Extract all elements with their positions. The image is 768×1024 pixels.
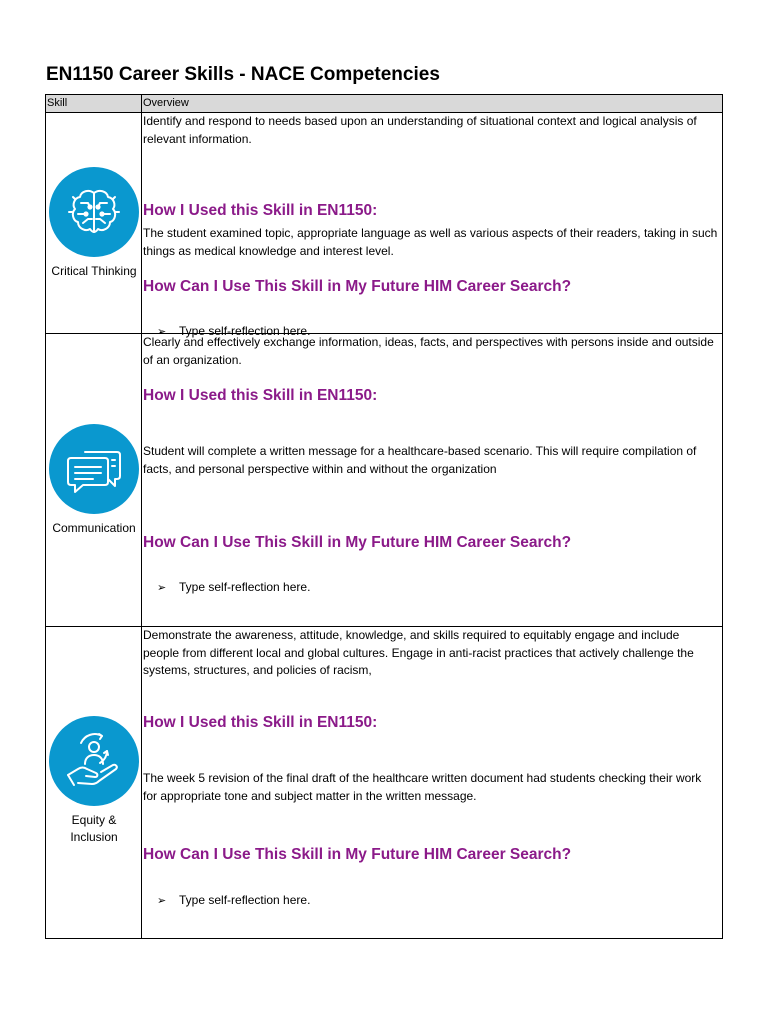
skill-overview: Demonstrate the awareness, attitude, knowledge, and skills required to equitably engage and include people from different local and global cultures. Engage in anti-racist practices that actively challenge the systems, structures, and policies of racism, (143, 628, 694, 677)
page-title: EN1150 Career Skills - NACE Competencies (46, 64, 440, 85)
competencies-table (45, 94, 723, 939)
future-heading: How Can I Use This Skill in My Future HIM Career Search? (143, 278, 572, 295)
skill-overview: Identify and respond to needs based upon an understanding of situational context and logical analysis of relevant information. (143, 114, 697, 146)
skill-icon-circle (49, 424, 139, 514)
table-row (46, 627, 723, 939)
arrow-bullet-icon: ➢ (157, 895, 167, 907)
skill-name-line2: Inclusion (70, 830, 118, 844)
skill-name (49, 812, 139, 846)
used-heading: How I Used this Skill in EN1150: (143, 714, 378, 731)
skill-icon-wrap (49, 716, 139, 846)
used-text: The week 5 revision of the final draft of the healthcare written document had students checking their work for appropriate tone and subject matter in the written message. (143, 771, 702, 803)
skill-name-line1: Equity & (71, 813, 117, 827)
skill-cell (46, 113, 142, 334)
future-heading: How Can I Use This Skill in My Future HIM Career Search? (143, 846, 572, 863)
table-header-row (46, 95, 723, 113)
header-overview: Overview (142, 95, 723, 113)
used-heading: How I Used this Skill in EN1150: (143, 202, 378, 219)
skill-icon-circle (49, 716, 139, 806)
reflection-text[interactable]: Type self-reflection here. (179, 893, 311, 907)
arrow-bullet-icon: ➢ (157, 326, 167, 338)
brain-icon (65, 183, 123, 241)
hand-person-icon (64, 731, 124, 791)
skill-name: Communication (52, 521, 136, 535)
skill-icon-wrap (49, 424, 139, 537)
skill-icon-circle (49, 167, 139, 257)
skill-name: Critical Thinking (51, 264, 137, 278)
arrow-bullet-icon: ➢ (157, 582, 167, 594)
overview-cell (142, 334, 723, 627)
future-heading: How Can I Use This Skill in My Future HIM Career Search? (143, 534, 572, 551)
table-row (46, 113, 723, 334)
overview-cell (142, 627, 723, 939)
header-skill: Skill (46, 95, 142, 113)
table-row (46, 334, 723, 627)
used-heading: How I Used this Skill in EN1150: (143, 387, 378, 404)
chat-bubbles-icon (63, 440, 125, 498)
skill-cell (46, 334, 142, 627)
reflection-bullet[interactable] (157, 579, 310, 597)
skill-overview: Clearly and effectively exchange information, ideas, facts, and perspectives with persons inside and outside of an organization. (143, 335, 714, 367)
overview-cell (142, 113, 723, 338)
used-text: Student will complete a written message for a healthcare-based scenario. This will require compilation of facts, and personal perspective within and without the organization (143, 444, 697, 476)
used-text: The student examined topic, appropriate language as well as various aspects of their readers, taking in such things as medical knowledge and interest level. (143, 226, 718, 258)
skill-cell (46, 627, 142, 939)
reflection-bullet[interactable] (157, 892, 310, 910)
skill-icon-wrap (49, 167, 139, 280)
reflection-text[interactable]: Type self-reflection here. (179, 324, 311, 338)
reflection-text[interactable]: Type self-reflection here. (179, 580, 311, 594)
